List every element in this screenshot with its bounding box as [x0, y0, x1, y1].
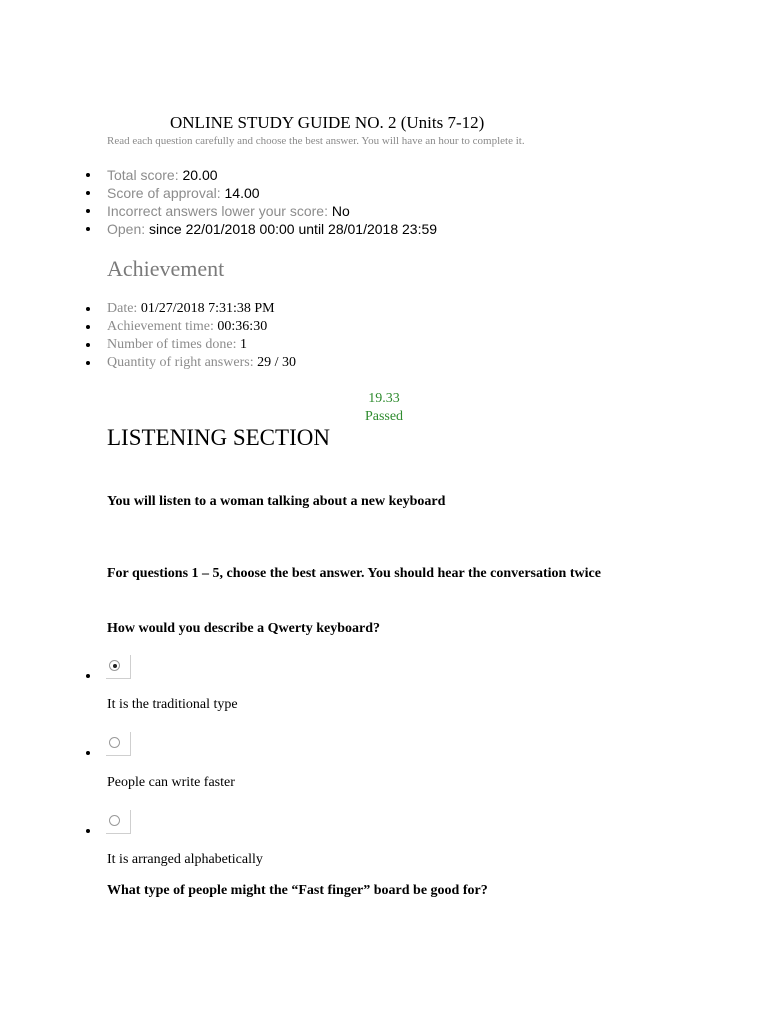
- info-label: Open:: [107, 221, 146, 237]
- achievement-item-date: [85, 300, 296, 318]
- achievement-list: [85, 300, 296, 372]
- final-score: 19.33: [368, 391, 400, 406]
- option-bullet: [86, 829, 90, 833]
- info-item-total-score: [85, 166, 437, 184]
- question-1-text: How would you describe a Qwerty keyboard?: [107, 621, 380, 636]
- achievement-value: 00:36:30: [217, 319, 268, 334]
- radio-unselected-icon: [109, 815, 120, 826]
- achievement-item-right-answers: [85, 354, 296, 372]
- achievement-heading: Achievement: [107, 256, 225, 281]
- info-label: Incorrect answers lower your score:: [107, 203, 328, 219]
- achievement-label: Achievement time:: [107, 319, 214, 334]
- info-value: 20.00: [182, 167, 218, 183]
- achievement-item-time: [85, 318, 296, 336]
- info-item-incorrect-penalty: [85, 202, 437, 220]
- achievement-item-times-done: [85, 336, 296, 354]
- achievement-label: Date:: [107, 301, 138, 316]
- pass-status: Passed: [364, 409, 404, 424]
- listening-instruction: For questions 1 – 5, choose the best answer. You should hear the conversation twice: [107, 566, 601, 581]
- quiz-info-list: [85, 166, 437, 238]
- info-value: No: [331, 203, 350, 219]
- achievement-value: 01/27/2018 7:31:38 PM: [140, 301, 275, 316]
- section-heading: LISTENING SECTION: [107, 425, 330, 450]
- option-2-radio[interactable]: [106, 732, 131, 756]
- info-label: Score of approval:: [107, 185, 221, 201]
- option-bullet: [86, 751, 90, 755]
- option-2-label: People can write faster: [107, 775, 235, 790]
- option-1-label: It is the traditional type: [107, 697, 238, 712]
- option-bullet: [86, 674, 90, 678]
- info-value: since 22/01/2018 00:00 until 28/01/2018 23:59: [149, 221, 438, 237]
- info-label: Total score:: [107, 167, 179, 183]
- info-value: 14.00: [224, 185, 260, 201]
- radio-selected-icon: [109, 660, 120, 671]
- option-3-label: It is arranged alphabetically: [107, 852, 263, 867]
- achievement-value: 1: [239, 337, 247, 352]
- instructions-text: Read each question carefully and choose the best answer. You will have an hour to complete it.: [107, 135, 525, 147]
- option-3-radio[interactable]: [106, 810, 131, 834]
- achievement-label: Number of times done:: [107, 337, 237, 352]
- info-item-open-period: [85, 220, 437, 238]
- radio-unselected-icon: [109, 737, 120, 748]
- option-1-radio[interactable]: [106, 655, 131, 679]
- info-item-approval-score: [85, 184, 437, 202]
- listening-intro: You will listen to a woman talking about a new keyboard: [107, 494, 446, 509]
- question-2-text: What type of people might the “Fast finger” board be good for?: [107, 883, 488, 898]
- achievement-value: 29 / 30: [257, 355, 296, 370]
- achievement-label: Quantity of right answers:: [107, 355, 254, 370]
- page-title: ONLINE STUDY GUIDE NO. 2 (Units 7-12): [170, 113, 485, 132]
